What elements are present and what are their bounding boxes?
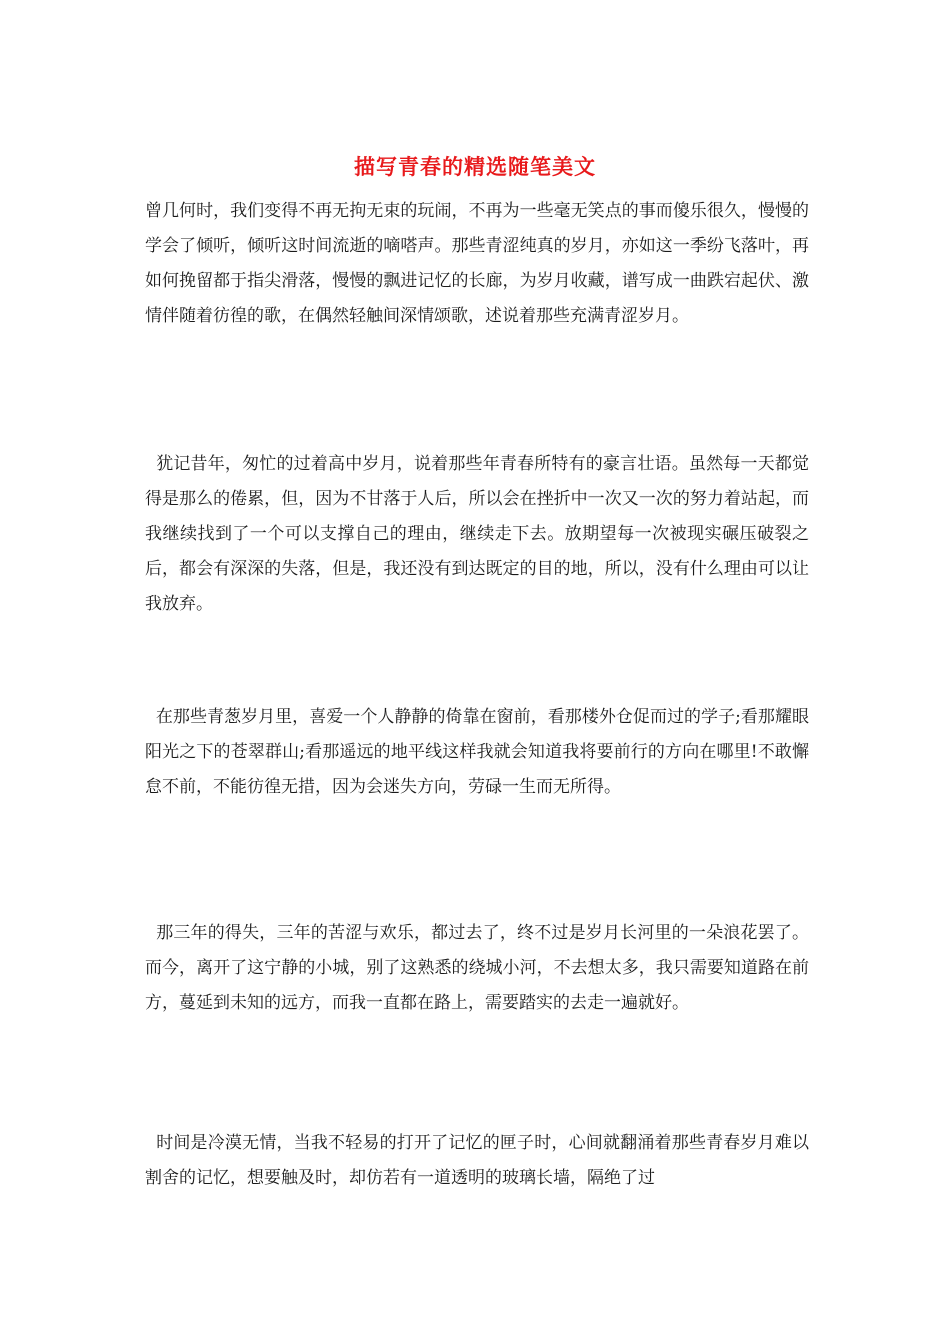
paragraph-1: 曾几何时，我们变得不再无拘无束的玩闹，不再为一些毫无笑点的事而傻乐很久，慢慢的学会了倾听，倾听这时间流逝的嘀嗒声。那些青涩纯真的岁月，亦如这一季纷飞落叶，再如何挽留都于指尖滑落，慢慢的飘进记忆的长廊，为岁月收藏，谱写成一曲跌宕起伏、激情伴随着彷徨的歌，在偶然轻触间深情颂歌，述说着那些充满青涩岁月。 xyxy=(145,201,809,326)
paragraph-5: 时间是冷漠无情，当我不轻易的打开了记忆的匣子时，心间就翻涌着那些青春岁月难以割舍的记忆，想要触及时，却仿若有一道透明的玻璃长墙，隔绝了过 xyxy=(145,1133,810,1188)
document-title: 描写青春的精选随笔美文 xyxy=(354,154,596,179)
paragraph-2: 犹记昔年，匆忙的过着高中岁月，说着那些年青春所特有的豪言壮语。虽然每一天都觉得是那么的倦累，但，因为不甘落于人后，所以会在挫折中一次又一次的努力着站起，而我继续找到了一个可以支撑自己的理由，继续走下去。放期望每一次被现实碾压破裂之后，都会有深深的失落，但是，我还没有到达既定的目的地，所以，没有什么理由可以让我放弃。 xyxy=(145,454,810,614)
paragraph-3: 在那些青葱岁月里，喜爱一个人静静的倚靠在窗前，看那楼外仓促而过的学子;看那耀眼阳光之下的苍翠群山;看那遥远的地平线这样我就会知道我将要前行的方向在哪里!不敢懈怠不前，不能彷徨无措，因为会迷失方向，劳碌一生而无所得。 xyxy=(145,707,809,797)
paragraph-4: 那三年的得失，三年的苦涩与欢乐，都过去了，终不过是岁月长河里的一朵浪花罢了。而今，离开了这宁静的小城，别了这熟悉的绕城小河，不去想太多，我只需要知道路在前方，蔓延到未知的远方，而我一直都在路上，需要踏实的去走一遍就好。 xyxy=(145,923,810,1013)
